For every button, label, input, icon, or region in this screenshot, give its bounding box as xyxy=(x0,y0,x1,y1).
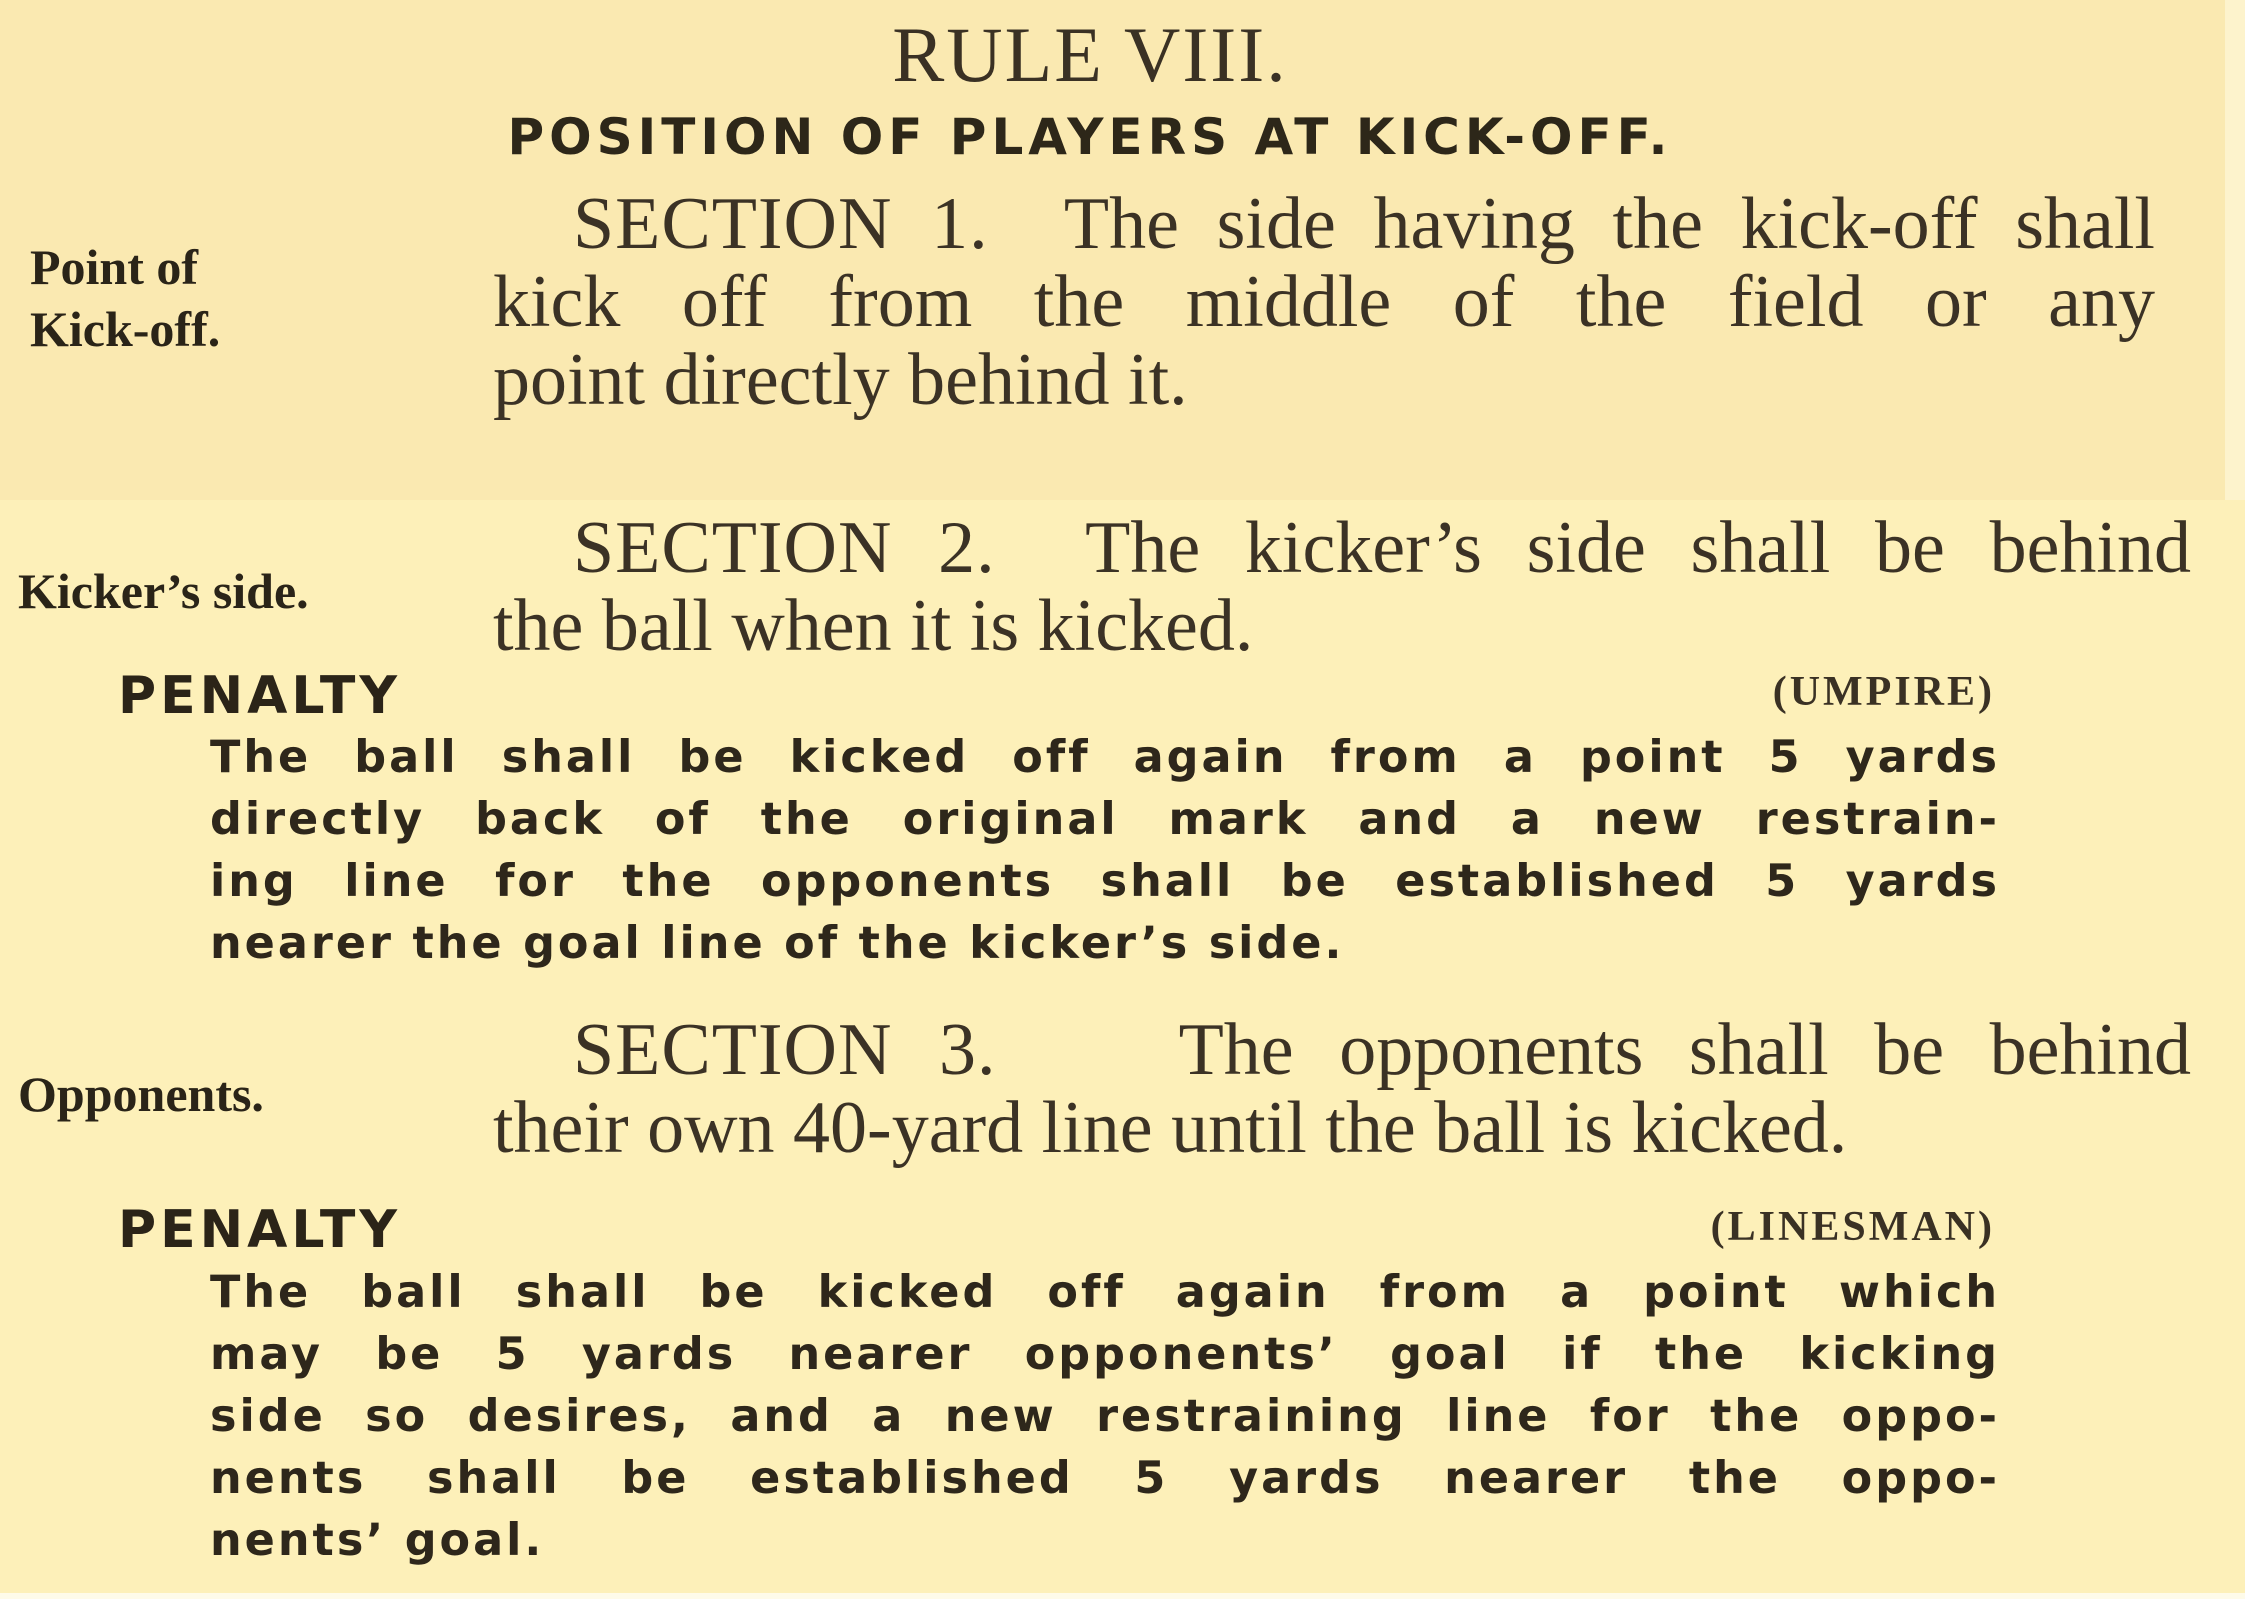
penalty-line: nearer the goal line of the kicker’s side. xyxy=(210,918,1345,969)
section-1-line-2: kick off from the middle of the field or any xyxy=(493,261,2155,343)
penalty-line: directly back of the original mark and a new restrain- xyxy=(210,794,2000,845)
section-3-text: The opponents shall be behind xyxy=(1178,1009,2191,1091)
section-1-text: The side having the kick-off shall xyxy=(1063,183,2155,265)
page-bottom-edge xyxy=(0,1593,2245,1599)
section-1-line-1 xyxy=(493,183,2155,265)
section-1-line-3: point directly behind it. xyxy=(493,339,1188,421)
margin-label-line: Point of xyxy=(30,239,199,295)
penalty-line: side so desires, and a new restraining line for the oppo- xyxy=(210,1391,2000,1442)
penalty-line: nents shall be established 5 yards nearer the oppo- xyxy=(210,1453,2000,1504)
section-2-heading: SECTION 2. xyxy=(573,507,996,589)
margin-label-line: Kick-off. xyxy=(30,301,221,357)
margin-label-opponents xyxy=(18,1063,264,1125)
margin-label-line: Opponents. xyxy=(18,1066,264,1122)
section-3-heading: SECTION 3. xyxy=(573,1009,997,1091)
penalty-line: nents’ goal. xyxy=(210,1515,545,1566)
section-2-text: The kicker’s side shall be behind xyxy=(1085,507,2191,589)
margin-label-line: Kicker’s side. xyxy=(18,563,309,619)
section-2-line-2: the ball when it is kicked. xyxy=(493,585,1254,667)
penalty-line: The ball shall be kicked off again from a point which xyxy=(210,1267,2000,1318)
rule-title: RULE VIII. xyxy=(892,11,1288,98)
section-2-line-1 xyxy=(493,507,2191,589)
section-3-line-1 xyxy=(493,1009,2191,1091)
penalty-line: may be 5 yards nearer opponents’ goal if the kicking xyxy=(210,1329,2000,1380)
penalty-official-linesman: (LINESMAN) xyxy=(1710,1204,1995,1250)
penalty-label: PENALTY xyxy=(118,666,402,726)
page-band-edge xyxy=(2225,0,2245,500)
penalty-label: PENALTY xyxy=(118,1200,402,1260)
penalty-line: ing line for the opponents shall be established 5 yards xyxy=(210,856,2000,907)
margin-label-kickers-side xyxy=(18,560,309,622)
section-3-line-2: their own 40-yard line until the ball is kicked. xyxy=(493,1087,1848,1169)
penalty-official-umpire: (UMPIRE) xyxy=(1772,669,1995,715)
rule-subtitle: POSITION OF PLAYERS AT KICK-OFF. xyxy=(507,108,1673,166)
penalty-line: The ball shall be kicked off again from a point 5 yards xyxy=(210,732,2000,783)
margin-label-point-of-kickoff xyxy=(30,236,220,360)
section-1-heading: SECTION 1. xyxy=(573,183,989,265)
